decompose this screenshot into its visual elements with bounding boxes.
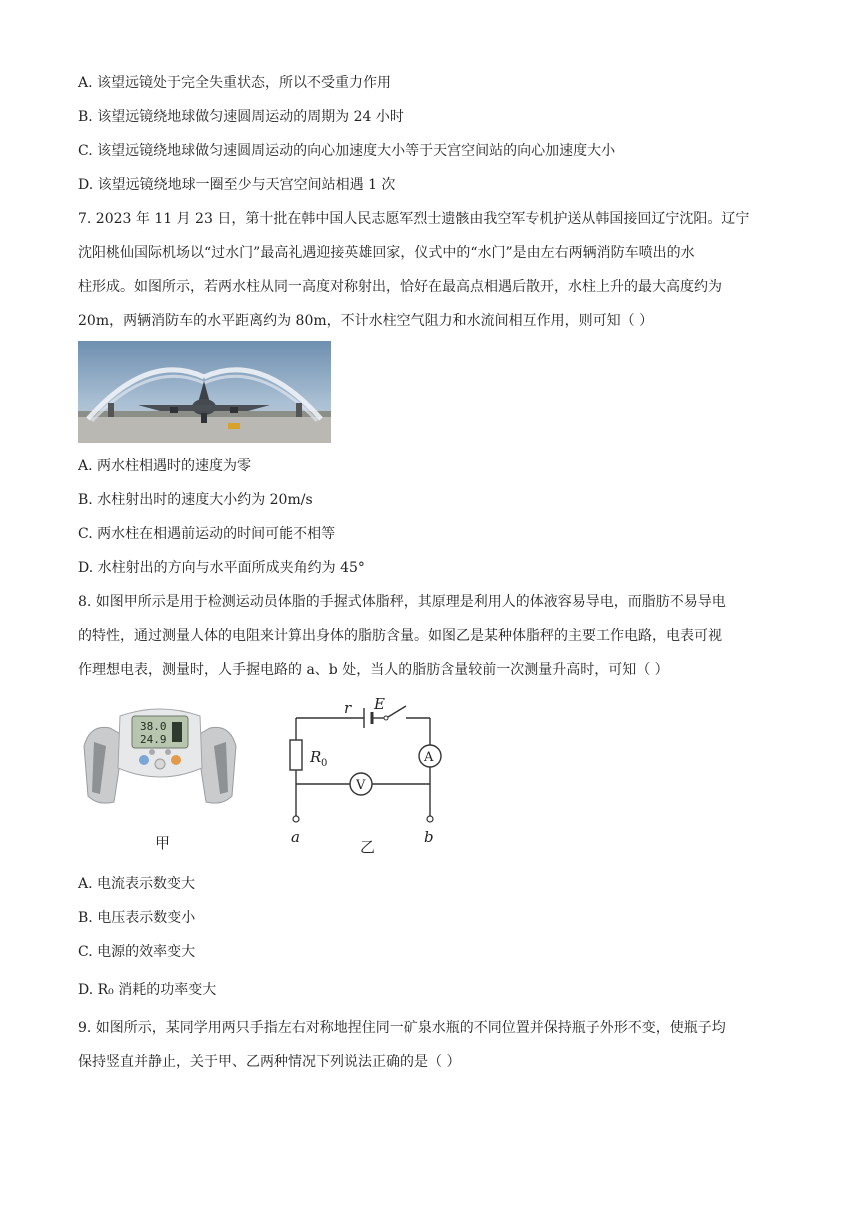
label-R0-subscript: 0 (321, 758, 328, 769)
water-gate-photo (78, 341, 331, 443)
q7-stem-line: 柱形成。如图所示，若两水柱从同一高度对称射出，恰好在最高点相遇后散开，水柱上升的最大高度约为 (78, 279, 722, 295)
q7-option-b: B. 水柱射出时的速度大小约为 20m/s (78, 492, 313, 508)
voltmeter-label: V (356, 778, 366, 793)
q6-option-c: C. 该望远镜绕地球做匀速圆周运动的向心加速度大小等于天宫空间站的向心加速度大小 (78, 143, 616, 159)
label-r: r (344, 699, 352, 717)
q7-stem-line: 沈阳桃仙国际机场以“过水门”最高礼遇迎接英雄回家，仪式中的“水门”是由左右两辆消防车喷出的水 (78, 245, 695, 261)
circuit-diagram (278, 692, 448, 852)
q7-stem-line: 7. 2023 年 11 月 23 日，第十批在韩中国人民志愿军烈士遗骸由我空军专机护送从韩国接回辽宁沈阳。辽宁 (78, 211, 750, 227)
ammeter-label: A (424, 750, 434, 765)
q6-option-b: B. 该望远镜绕地球做匀速圆周运动的周期为 24 小时 (78, 109, 404, 125)
q9-stem-line: 9. 如图所示，某同学用两只手指左右对称地捏住同一矿泉水瓶的不同位置并保持瓶子外形不变，使瓶子均 (78, 1020, 726, 1036)
terminal-b: b (424, 828, 434, 846)
terminal-a: a (291, 828, 300, 846)
figure-jia-caption: 甲 (155, 834, 171, 852)
q7-option-c: C. 两水柱在相遇前运动的时间可能不相等 (78, 526, 336, 542)
q8-option-b: B. 电压表示数变小 (78, 910, 196, 926)
label-E: E (374, 695, 385, 713)
q6-option-d: D. 该望远镜绕地球一圈至少与天宫空间站相遇 1 次 (78, 177, 396, 193)
q9-stem-line: 保持竖直并静止，关于甲、乙两种情况下列说法正确的是（ ） (78, 1054, 461, 1070)
device-reading-1: 38.0 (140, 720, 167, 733)
q7-option-a: A. 两水柱相遇时的速度为零 (78, 458, 252, 474)
device-reading-2: 24.9 (140, 733, 167, 746)
q6-option-a: A. 该望远镜处于完全失重状态，所以不受重力作用 (78, 75, 392, 91)
q8-stem-line: 8. 如图甲所示是用于检测运动员体脂的手握式体脂秤，其原理是利用人的体液容易导电，而脂肪不易导电 (78, 594, 726, 610)
body-fat-scale-figure (80, 706, 240, 816)
figure-yi-caption: 乙 (360, 838, 376, 856)
q8-option-d: D. R₀ 消耗的功率变大 (78, 982, 217, 998)
q8-option-a: A. 电流表示数变大 (78, 876, 196, 892)
q8-option-c: C. 电源的效率变大 (78, 944, 196, 960)
q7-stem-line: 20m，两辆消防车的水平距离约为 80m，不计水柱空气阻力和水流间相互作用，则可知（ ） (78, 313, 654, 329)
q8-stem-line: 的特性，通过测量人体的电阻来计算出身体的脂肪含量。如图乙是某种体脂秤的主要工作电路，电表可视 (78, 628, 722, 644)
label-R0: R (310, 748, 322, 766)
q7-option-d: D. 水柱射出的方向与水平面所成夹角约为 45° (78, 560, 365, 576)
q8-stem-line: 作理想电表，测量时，人手握电路的 a、b 处，当人的脂肪含量较前一次测量升高时，可知（ ） (78, 662, 669, 678)
